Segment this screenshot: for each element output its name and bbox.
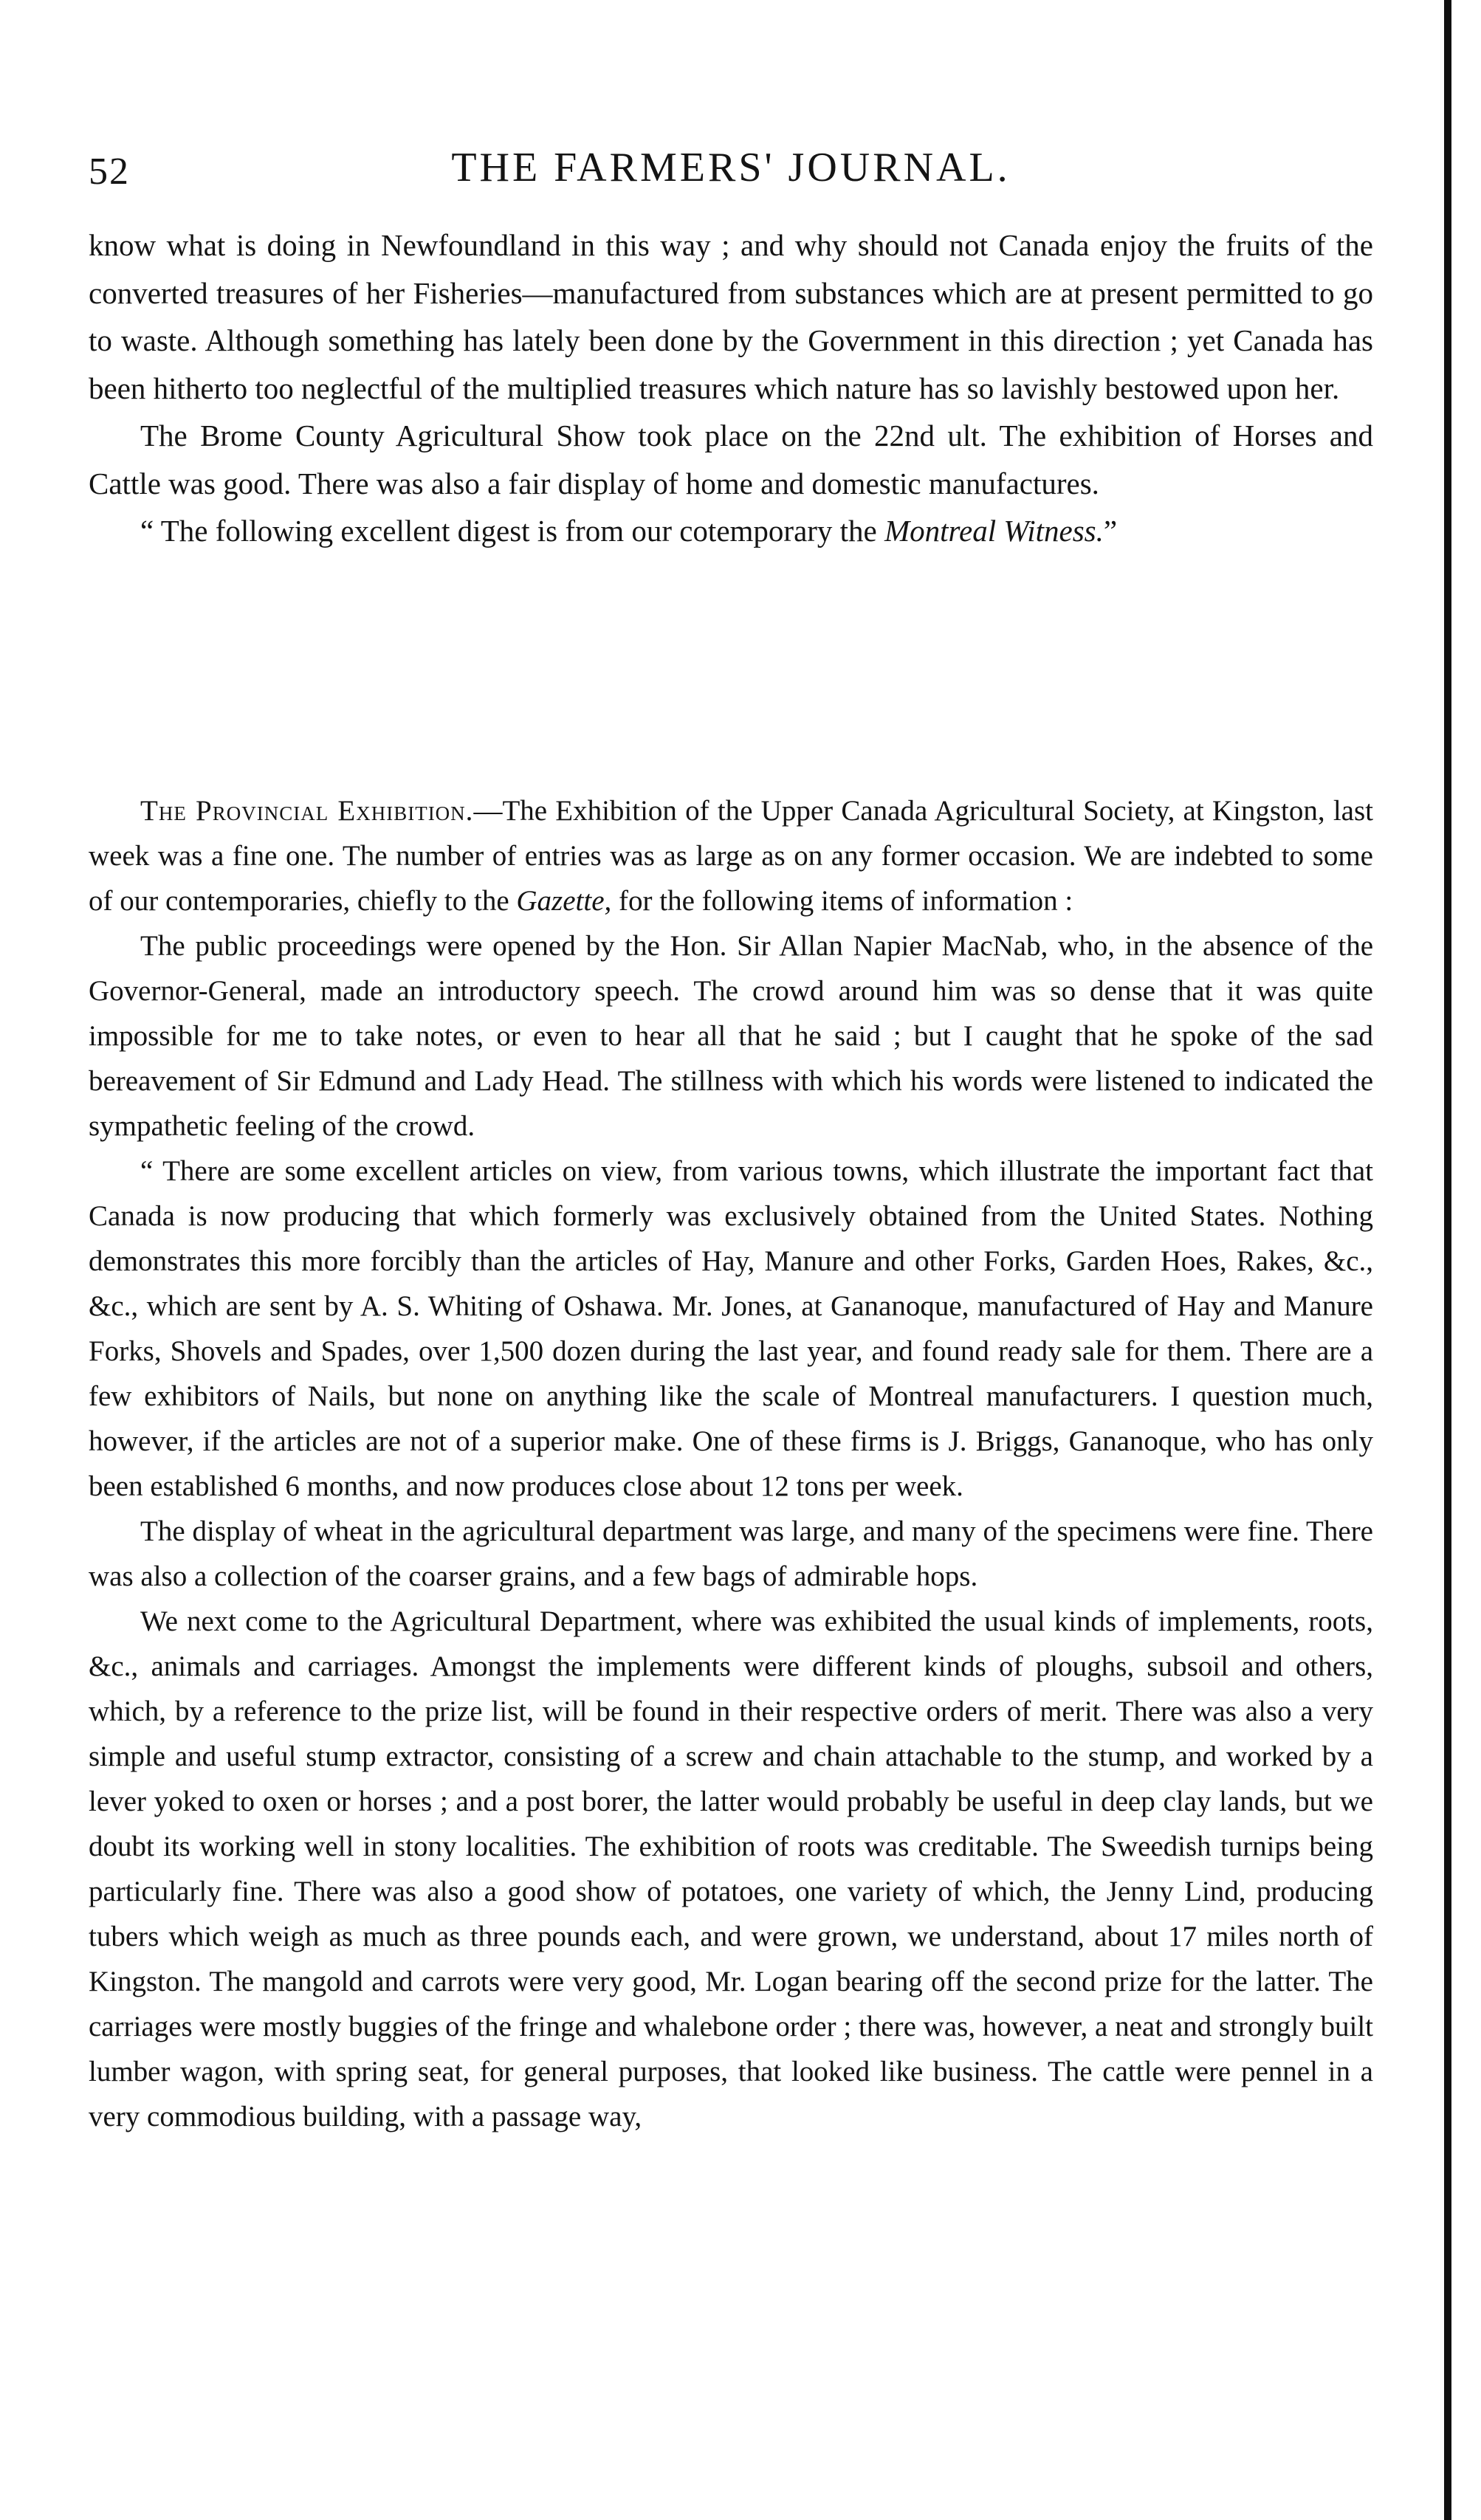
digest-intro-text: “ The following excellent digest is from our cotemporary the <box>140 514 885 548</box>
paragraph-wheat-display: The display of wheat in the agricultural department was large, and many of the specimens were fine. There was also a collection of the coarser grains, and a few bags of admirable hops. <box>89 1515 1373 1592</box>
page-edge-rule <box>1444 0 1451 2520</box>
editorial-column <box>89 221 1373 555</box>
paragraph-newfoundland: know what is doing in Newfoundland in this way ; and why should not Canada enjoy the fruits of the converted treasures of her Fisheries—manufactured from substances which are at present permitted to go to waste. Although something has lately been done by the Government in this direction ; yet Canada has been hitherto too neglectful of the multiplied treasures which nature has so lavishly bestowed upon her. <box>89 228 1373 405</box>
page-number: 52 <box>89 151 130 193</box>
newspaper-title: Montreal Witness. <box>884 514 1104 548</box>
paragraph-articles-on-view: “ There are some excellent articles on view, from various towns, which illustrate the important fact that Canada is now producing that which formerly was exclusively obtained from the United States. Nothing demonstrates this more forcibly than the articles of Hay, Manure and other Forks, Garden Hoes, Rakes, &c., &c., which are sent by A. S. Whiting of Oshawa. Mr. Jones, at Gananoque, manufactured of Hay and Manure Forks, Shovels and Spades, over 1,500 dozen during the last year, and found ready sale for them. There are a few exhibitors of Nails, but none on anything like the scale of Montreal manufacturers. I question much, however, if the articles are not of a superior make. One of these firms is J. Briggs, Gananoque, who has only been established 6 months, and now produces close about 12 tons per week. <box>89 1155 1373 1502</box>
paragraph-brome-show: The Brome County Agricultural Show took place on the 22nd ult. The exhibition of Horses and Cattle was good. There was also a fair display of home and domestic manufactures. <box>89 419 1373 500</box>
article-intro <box>89 788 1373 923</box>
article-heading: The Provincial Exhibition. <box>140 795 474 827</box>
article-intro-text: —The Exhibition of the Upper Canada Agricultural Society, at Kingston, last week was a fine one. The number of entries was as large as on any former occasion. We are indebted to some of our contemporaries, chiefly to the <box>89 795 1373 917</box>
paragraph-digest-intro <box>89 507 1373 555</box>
running-title: THE FARMERS' JOURNAL. <box>451 145 1011 190</box>
paragraph-agricultural-department: We next come to the Agricultural Department, where was exhibited the usual kinds of implements, roots, &c., animals and carriages. Amongst the implements were different kinds of ploughs, subsoil and others, which, by a reference to the prize list, will be found in their respective orders of merit. There was also a very simple and useful stump extractor, consisting of a screw and chain attachable to the stump, and worked by a lever yoked to oxen or horses ; and a post borer, the latter would probably be useful in deep clay lands, but we doubt its working well in stony localities. The exhibition of roots was creditable. The Sweedish turnips being particularly fine. There was also a good show of potatoes, one variety of which, the Jenny Lind, producing tubers which weigh as much as three pounds each, and were grown, we understand, about 17 miles north of Kingston. The mangold and carrots were very good, Mr. Logan bearing off the second prize for the latter. The carriages were mostly buggies of the fringe and whalebone order ; there was, however, a neat and strongly built lumber wagon, with spring seat, for general purposes, that looked like business. The cattle were pennel in a very commodious building, with a passage way, <box>89 1605 1373 2132</box>
article-intro-end: for the following items of information : <box>611 885 1073 917</box>
gazette-title: Gazette, <box>516 885 612 917</box>
paragraph-proceedings: The public proceedings were opened by the Hon. Sir Allan Napier MacNab, who, in the absence of the Governor-General, made an introductory speech. The crowd around him was so dense that it was quite impossible for me to take notes, or even to hear all that he said ; but I caught that he spoke of the sad bereavement of Sir Edmund and Lady Head. The stillness with which his words were listened to indicated the sympathetic feeling of the crowd. <box>89 930 1373 1142</box>
digest-intro-close: ” <box>1103 514 1118 548</box>
page-header <box>81 144 1381 210</box>
exhibition-article <box>89 788 1373 2139</box>
